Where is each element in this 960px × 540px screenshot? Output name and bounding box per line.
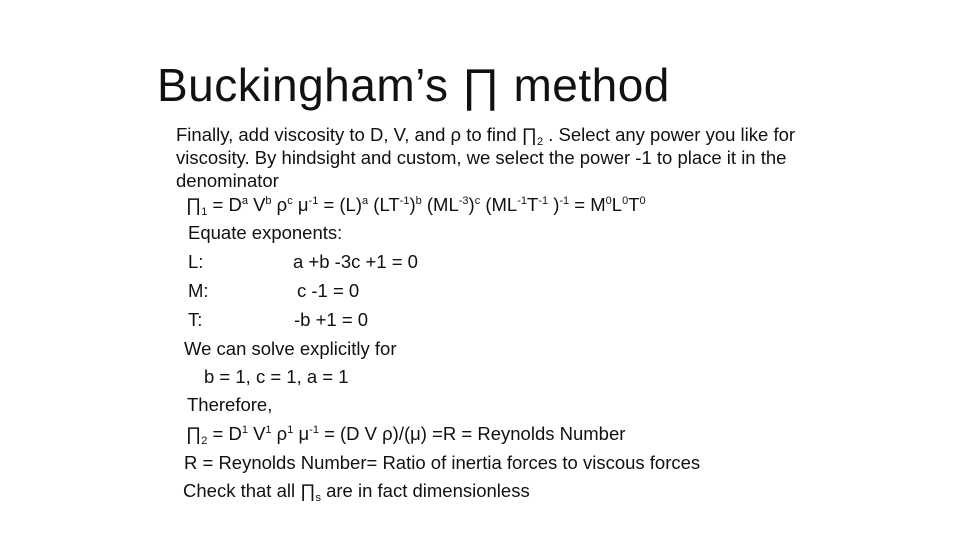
eq-m: c -1 = 0	[297, 280, 360, 301]
solution-text: b = 1, c = 1, a = 1	[204, 366, 349, 387]
intro-subscript: 2	[536, 136, 544, 148]
pi1-equation: $\prod_1 = D^a$ $V^b$ $\rho^c$ $\mu^{-1} = (L)^a$ $(LT^{-1})^b$ $(ML^{-3})^c$ ($ML^{-1}T^{-1}$ )$^{-1} = M^0L^0T^0$	[186, 194, 646, 218]
solve-text: We can solve explicitly for	[184, 338, 397, 359]
eq-t-label: T:	[188, 309, 203, 330]
intro-paragraph	[176, 123, 816, 192]
intro-text-a: Finally, add viscosity to D, V, and ρ to find ∏	[176, 124, 537, 145]
eq-l-label: L:	[188, 251, 204, 272]
equate-heading: Equate exponents:	[188, 222, 343, 243]
pi2-equation: $\prod_2 = D^1$ $V^1$ $\rho^1$ $\mu^{-1} = (D$ V ρ)/(μ) =R = Reynolds Number	[186, 423, 626, 447]
eq-t: -b +1 = 0	[294, 309, 369, 330]
eq-l: a +b -3c +1 = 0	[293, 251, 418, 272]
reynolds-definition: R = Reynolds Number= Ratio of inertia forces to viscous forces	[184, 452, 701, 473]
therefore-text: Therefore,	[187, 394, 273, 415]
intro-text-b: . Select any power you like for viscosity. By hindsight and custom, we select the power -1 to place it in the denominator	[176, 124, 796, 191]
eq-m-label: M:	[188, 280, 209, 301]
slide-title: Buckingham’s ∏ method	[157, 59, 670, 111]
check-text: Check that all $\prod_s$ are in fact dimensionless	[183, 480, 530, 504]
